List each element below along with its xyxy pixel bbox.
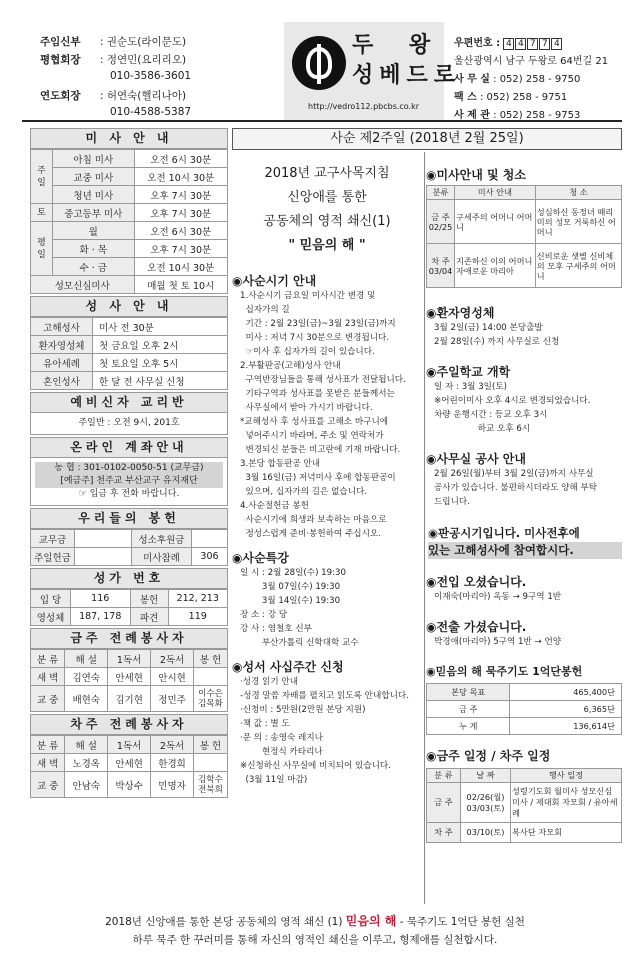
lecture-text: 일 시 : 2월 28일(수) 19:30 3월 07일(수) 19:30 3월 14일(수) 19:30 장 소 : 강 당 강 사 : 염철호 신부 부산가톨릭 신학대학 교수: [240, 568, 359, 648]
next-week-servers-table: 분 류 해 설 1독서 2독서 봉 헌 새 벽 노경옥 안세현 한경희 교 중 안남숙 박상수 민명자 김학수 전북희: [30, 735, 228, 798]
parish-url[interactable]: http://vedro112.pbcbs.co.kr: [308, 102, 420, 111]
rectory-phone: 사 제 관 : 052) 258 - 9753: [454, 110, 581, 121]
hymn-title: 성가 번호: [30, 568, 228, 589]
school-text: 일 자 : 3월 3일(토) ※어린이미사 오후 4시로 변경되었습니다. 차량 운행시간 : 등교 오후 3시 하교 오후 6시: [434, 382, 591, 434]
parish-logo-icon: [292, 36, 346, 90]
prayer-title: ◉믿음의 해 묵주기도 1억단봉헌: [426, 665, 583, 678]
council-phone: 010-3586-3601: [110, 70, 192, 82]
column-divider: [424, 152, 425, 904]
middle-column: [232, 152, 422, 787]
mass-notice-title: ◉미사안내 및 청소: [426, 168, 526, 182]
schedule-title: ◉금주 일정 / 차주 일정: [426, 749, 551, 763]
lecture-title: ◉사순특강: [232, 551, 289, 565]
catechism-title: 예비신자 교리반: [30, 392, 228, 413]
postcode-row: 우편번호 : 4 4 7 7 4: [454, 34, 563, 50]
catechism-text: 주일반 : 오전 9시, 201호: [30, 413, 228, 435]
confession-note: ◉판공시기입니다. 미사전후에 있는 고해성사에 참여합시다.: [426, 525, 622, 559]
contact-block: [22, 22, 282, 122]
office-title: ◉사무실 공사 안내: [426, 452, 526, 466]
left-column: [30, 128, 228, 798]
next-week-servers-title: 차주 전례봉사자: [30, 714, 228, 735]
online-account: 농 협 : 301-0102-0050-51 (교무금) [예금주] 천주교 부산교구 유지재단 ☞ 입금 후 전화 바랍니다.: [30, 458, 228, 506]
hymn-table: 입 당 116 봉헌 212, 213 영성체 187, 178 파견 119: [30, 589, 228, 626]
this-week-servers-table: 분 류 해 설 1독서 2독서 봉 헌 새 벽 김연숙 안세현 안시현 교 중 배현숙 김기현 정민주 이수은 김목화: [30, 649, 228, 712]
sacrament-title: 성 사 안 내: [30, 296, 228, 317]
title-block: [284, 22, 462, 120]
sick-title: ◉환자영성체: [426, 306, 495, 320]
office-text: 2월 26일(월)부터 3월 2일(금)까지 사무실 공사가 있습니다. 불편하시더라도 양해 부탁 드립니다.: [434, 469, 598, 507]
year-of-faith-highlight: 믿음의 해: [345, 914, 397, 928]
title-bottom: 성베드로: [352, 63, 462, 88]
region-row: 연도회장 : 허연숙(헬리나아): [40, 90, 187, 102]
address: 울산광역시 남구 두왕로 64번길 21: [454, 56, 609, 67]
lent-guide-text: 1.사순시기 금요일 미사시간 변경 및 십자가의 길 기간 : 2월 23일(금)~3월 23일(금)까지 미사 : 저녁 7시 30분으로 변경됩니다. ☞이사 후 십자가의 길이 있습니다. 2.부활판공(고해)성사 안내 구역반장님들을 통해 성사표가 전달됩니다. 기타구역과 성사표를 못받은 분들께서는 사무실에서 받아 가시기 바랍니다. *교해성사 후 성사표를 고해소 바구니에 넣어주시기 바라며, 주소 및 연락처가 변경되신 분들은 비고란에 기재 바랍니다. 3.본당 합동판공 안내 3월 16일(금) 저녁미사 후에 합동판공이 있으며, 십자가의 길은 없습니다. 4.사순절헌금 봉헌 사순시기에 희생과 보속하는 마음으로 정성스럽게 준비·봉헌하여 주십시오.: [240, 291, 406, 539]
move-in-title: ◉전입 오셨습니다.: [426, 575, 527, 589]
region-phone: 010-4588-5387: [110, 106, 192, 118]
offering-title: 우리들의 봉헌: [30, 508, 228, 529]
bulletin-header: [22, 22, 622, 122]
address-block: [452, 22, 622, 120]
online-title: 온라인 계좌안내: [30, 437, 228, 458]
right-column: [426, 152, 622, 843]
sick-text: 3월 2일(금) 14:00 본당출발 2월 28일(수) 까지 사무실로 신청: [434, 323, 560, 347]
move-in-text: 이재숙(마리아) 옥동 → 9구역 1반: [434, 592, 562, 602]
title-top: 두 왕: [352, 33, 445, 58]
sacrament-table: 고해성사 미사 전 30분 환자영성체 첫 금요일 오후 2시 유아세례 첫 토요일 오후 5시 혼인성사 한 달 전 사무실 신청: [30, 317, 228, 390]
bible-title: ◉성서 사십주간 신청: [232, 660, 344, 674]
bible-text: ·성경 읽기 안내 -성경 말씀 자배를 펼치고 읽도록 안내합니다. ·신청비 : 5만원(2만원 본당 지원) ·책 값 : 별 도 ·문 의 : 송영숙 레지나 현정식 카타리나 ※신청하신 사무실에 비치되어 있습니다. (3월 11일 마감): [240, 677, 409, 785]
this-week-servers-title: 금주 전례봉사자: [30, 628, 228, 649]
offering-table: 교무금 성소후원금 주일헌금 미사참례 306: [30, 529, 228, 566]
date-header: 사순 제2주일 (2018년 2월 25일): [232, 128, 622, 150]
fax: 팩 스 : 052) 258 - 9751: [454, 92, 568, 103]
pastoral-theme: 2018년 교구사목지침 신앙애를 통한 공동체의 영적 쇄신(1) " 믿음의 해 ": [263, 166, 391, 253]
prayer-table: 본당 목표 465,400단 금 주 6,365단 누 계 136,614단: [426, 683, 622, 735]
council-row: 평협회장 : 정연민(요리리오): [40, 54, 187, 66]
pastor-row: 주임신부 : 권순도(라이문도): [40, 36, 187, 48]
mass-notice-table: 분류 미사 안내 청 소 금 주 02/25 구세주의 어머니 어머니 성심하신 동정녀 때리미의 성모 거룩하신 어머니 차 주 03/04 지존하신 이의 어머니 자애로운 마리아 신비로운 샛별 신비체의 모후 구세주의 어머니: [426, 185, 622, 288]
lent-guide-title: ◉사순시기 안내: [232, 274, 317, 288]
move-out-title: ◉전출 가셨습니다.: [426, 620, 527, 634]
mass-table: 주 일 아침 미사 오전 6시 30분 교중 미사 오전 10시 30분 청년 미사 오후 7시 30분 토 중고등부 미사 오후 7시 30분 평 일 월 오전 6시 30분 화 · 목 오후 7시 30분 수 · 금 오전 10시 30분 성모신심미사 매월 첫 토 10시: [30, 149, 228, 294]
footer-motto: 2018년 신앙애를 통한 본당 공동체의 영적 쇄신 (1) 믿음의 해 - 묵주기도 1억단 봉헌 실천 하루 묵주 한 꾸러미를 통해 자신의 영적인 쇄신을 이루고, 형제애를 실천합시다.: [105, 914, 525, 946]
school-title: ◉주일학교 개학: [426, 365, 511, 379]
move-out-text: 박경애(마리아) 5구역 1반 → 언양: [434, 637, 562, 647]
schedule-table: 분 류 날 짜 행사 일정 금 주 02/26(월) 03/03(토) 성령기도회 월미사 성모신심미사 / 제대회 자모회 / 유아세례 차 주 03/10(토) 복사단 자모회: [426, 768, 622, 843]
office-phone: 사 무 실 : 052) 258 - 9750: [454, 74, 581, 85]
mass-title: 미 사 안 내: [30, 128, 228, 149]
